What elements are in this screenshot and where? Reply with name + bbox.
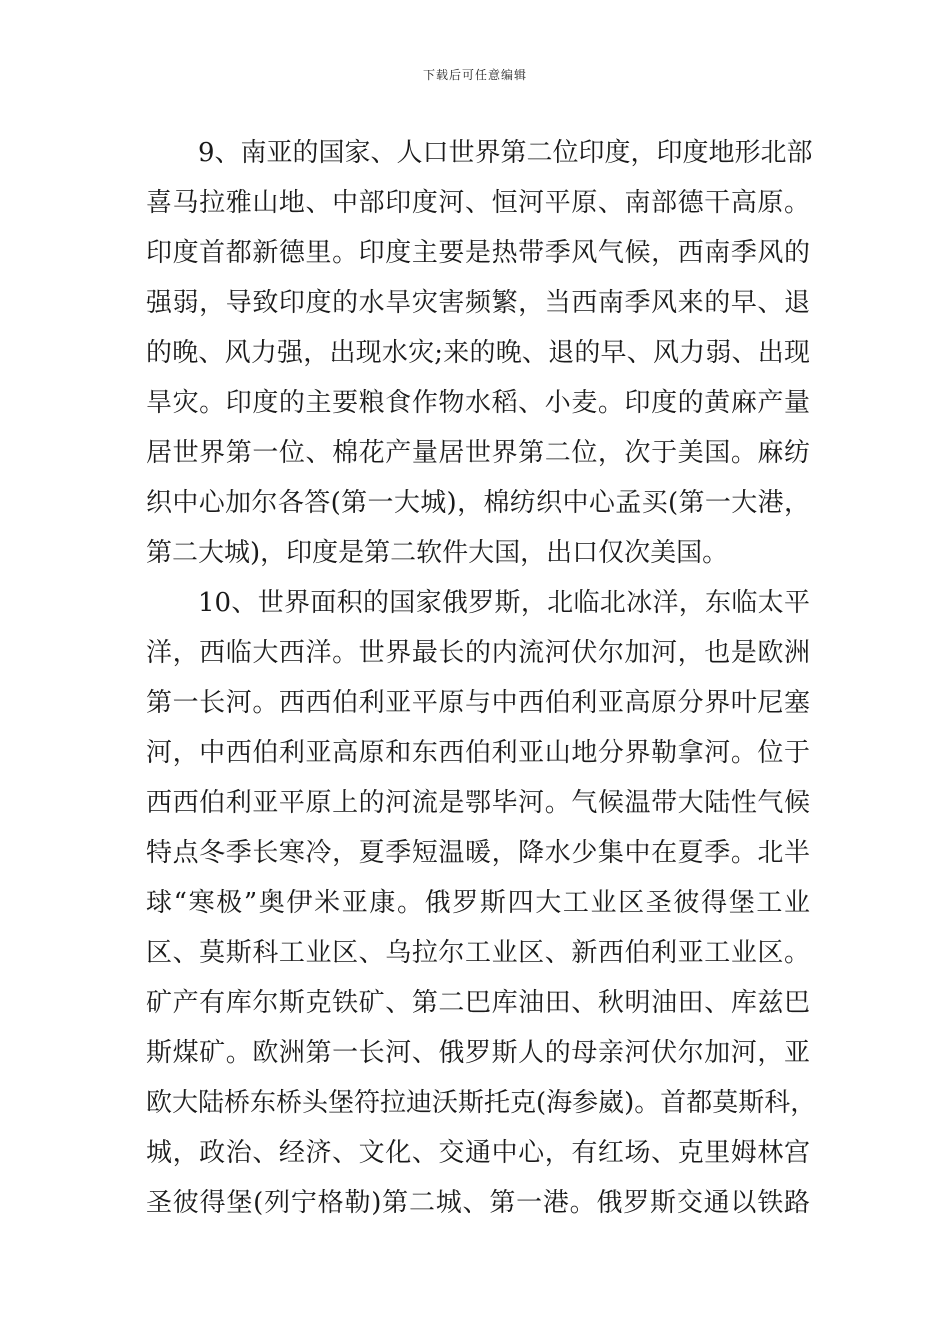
text-line: 区、莫斯科工业区、乌拉尔工业区、新西伯利亚工业区。 [146, 938, 810, 968]
text-line: 城，政治、经济、文化、交通中心，有红场、克里姆林宫 [146, 1138, 810, 1168]
text-line: 第一长河。西西伯利亚平原与中西伯利亚高原分界叶尼塞 [146, 688, 810, 718]
text-line: 10、世界面积的国家俄罗斯，北临北冰洋，东临太平 [198, 588, 810, 618]
text-line: 河，中西伯利亚高原和东西伯利亚山地分界勒拿河。位于 [146, 738, 810, 768]
document-body [146, 128, 817, 1228]
text-line: 织中心加尔各答(第一大城)，棉纺织中心孟买(第一大港， [146, 488, 810, 518]
text-line: 的晚、风力强，出现水灾;来的晚、退的早、风力弱、出现 [146, 338, 810, 368]
text-line: 欧大陆桥东桥头堡符拉迪沃斯托克(海参崴)。首都莫斯科， [146, 1088, 817, 1118]
paragraph-india [146, 128, 813, 578]
text-line: 喜马拉雅山地、中部印度河、恒河平原、南部德干高原。 [146, 188, 810, 218]
text-line: 矿产有库尔斯克铁矿、第二巴库油田、秋明油田、库兹巴 [146, 988, 810, 1018]
text-line: 西西伯利亚平原上的河流是鄂毕河。气候温带大陆性气候 [146, 788, 810, 818]
text-line: 第二大城)，印度是第二软件大国，出口仅次美国。 [146, 538, 729, 568]
text-line: 印度首都新德里。印度主要是热带季风气候，西南季风的 [146, 238, 810, 268]
page-header: 下载后可任意编辑 [422, 68, 527, 82]
text-line: 9、南亚的国家、人口世界第二位印度，印度地形北部 [198, 138, 813, 168]
text-line: 旱灾。印度的主要粮食作物水稻、小麦。印度的黄麻产量 [146, 388, 810, 418]
text-line: 强弱，导致印度的水旱灾害频繁，当西南季风来的早、退 [146, 288, 810, 318]
paragraph-russia [146, 578, 817, 1228]
text-line: 圣彼得堡(列宁格勒)第二城、第一港。俄罗斯交通以铁路 [146, 1188, 810, 1218]
text-line: 球“寒极”奥伊米亚康。俄罗斯四大工业区圣彼得堡工业 [146, 888, 810, 918]
text-line: 特点冬季长寒冷，夏季短温暖，降水少集中在夏季。北半 [146, 838, 810, 868]
text-line: 洋，西临大西洋。世界最长的内流河伏尔加河，也是欧洲 [146, 638, 810, 668]
text-line: 斯煤矿。欧洲第一长河、俄罗斯人的母亲河伏尔加河，亚 [146, 1038, 810, 1068]
text-line: 居世界第一位、棉花产量居世界第二位，次于美国。麻纺 [146, 438, 810, 468]
